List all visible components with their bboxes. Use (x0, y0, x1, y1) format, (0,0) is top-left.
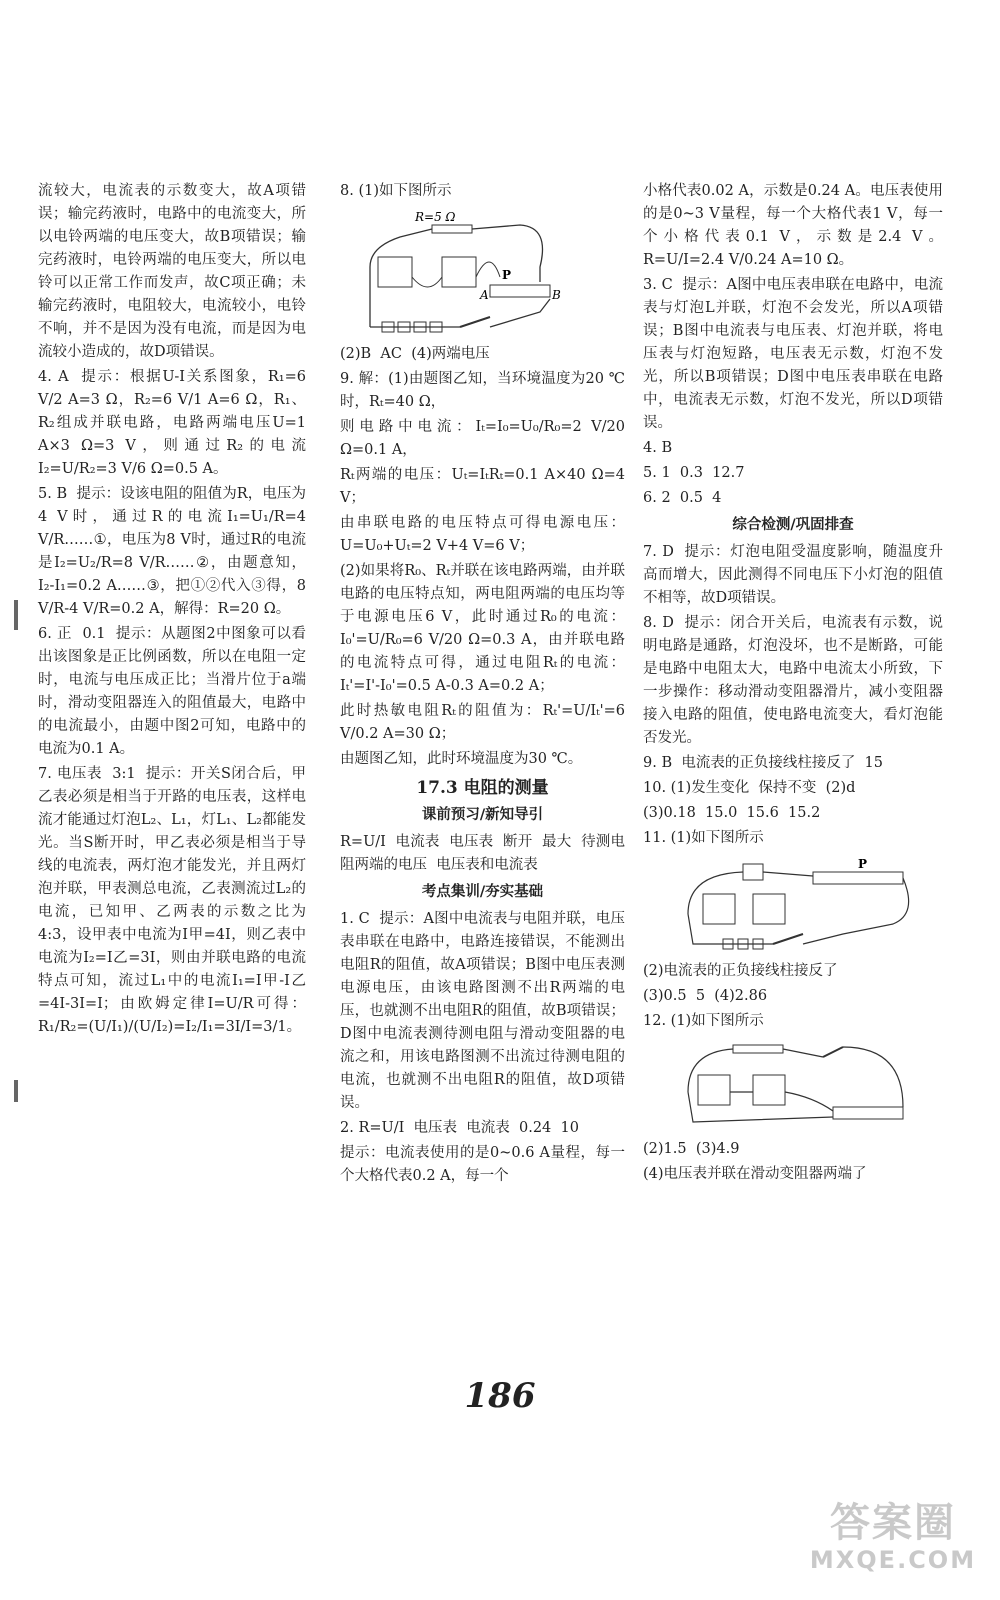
answer-11-tail: (2)电流表的正负接线柱接反了 (643, 963, 838, 979)
resistor-label: R=5 Ω (415, 210, 456, 224)
circuit-diagram-q12 (683, 1037, 923, 1132)
answer-9-line: 9. 解：(1)由题图乙知，当环境温度为20 ℃时，Rₜ=40 Ω， (340, 371, 625, 410)
column-right (643, 180, 943, 1188)
column-left (38, 180, 311, 1041)
answer-9-line: 此时热敏电阻Rₜ的阻值为：Rₜ'=U/Iₜ'=6 V/0.2 A=30 Ω； (340, 703, 630, 742)
column-middle (340, 180, 630, 1190)
answer-4: 4. B (643, 440, 673, 456)
answer-10a: 10. (1)发生变化 保持不变 (2)d (643, 780, 856, 796)
answer-k2: 2. R=U/I 电压表 电流表 0.24 10 (340, 1120, 579, 1136)
answer-3: 3. C 提示：A图中电压表串联在电路中，电流表与灯泡L并联，灯泡不会发光，所以A项错误；B图中电流表与电压表、灯泡并联，将电压表与灯泡短路，电压表无示数，灯泡不发光，所以B项错误；D图中电压表串联在电路中，电流表无示数，灯泡不发光，所以D项错误。 (643, 277, 943, 431)
comprehensive-heading: 综合检测/巩固排查 (732, 517, 854, 533)
answer-7: 7. D 提示：灯泡电阻受温度影响，随温度升高而增大，因此测得不同电压下小灯泡的阻值不相等，故D项错误。 (643, 544, 943, 606)
circuit-diagram-q11 (683, 854, 923, 954)
watermark-text: 答案圈 (830, 1500, 956, 1546)
answer-9-line: Rₜ两端的电压：Uₜ=IₜRₜ=0.1 A×40 Ω=4 V； (340, 467, 630, 506)
answer-9-line: 由题图乙知，此时环境温度为30 ℃。 (340, 751, 583, 767)
section-title: 17.3 电阻的测量 (416, 778, 549, 798)
kaodian-heading: 考点集训/夯实基础 (421, 884, 544, 900)
answer-6: 6. 2 0.5 4 (643, 490, 722, 506)
answer-11-head: 11. (1)如下图所示 (643, 830, 764, 846)
answer-10b: (3)0.18 15.0 15.6 15.2 (643, 805, 821, 821)
answer-8-tail: (2)B AC (4)两端电压 (340, 346, 490, 362)
answer-7: 7. 电压表 3:1 提示：开关S闭合后，甲乙表必须是相当于开路的电压表，这样电流才能通过灯泡L₂、L₁，灯L₁、L₂都能发光。当S断开时，甲乙表必须是相当于导线的电流表，两灯泡才能发光，并且两灯泡并联，甲表测总电流，乙表测流过L₂的电流，已知甲、乙两表的示数之比为4:3，设甲表中电流为I甲=4I，则乙表中电流为I₂=I乙=3I，则由并联电路的电流特点可知，流过L₁中的电流I₁=I甲-I乙=4I-3I=I；由欧姆定律I=U/R可得：R₁/R₂=(U/I₁)/(U/I₂)=I₂/I₁=3I/I=3/1。 (38, 766, 306, 1035)
preview-answers: R=U/I 电流表 电压表 断开 最大 待测电阻两端的电压 电压表和电流表 (340, 834, 625, 873)
slider-label: P (858, 857, 868, 871)
answer-8: 8. D 提示：闭合开关后，电流表有示数，说明电路是通路，灯泡没坏，也不是断路，可能是电路中电阻太大，电路中电流太小所致，下一步操作：移动滑动变阻器滑片，减小变阻器接入电路的阻值，使电路电流变大，看灯泡能否发光。 (643, 615, 943, 746)
answer-5: 5. B 提示：设该电阻的阻值为R，电压为4 V时，通过R的电流I₁=U₁/R=4 V/R……①，电压为8 V时，通过R的电流是I₂=U₂/R=8 V/R……②，由题意知，I₂-I₁=0.2 A……③，把①②代入③得，8 V/R-4 V/R=0.2 A，解得：R=20 Ω。 (38, 486, 311, 617)
page-number: 186 (464, 1376, 536, 1416)
edge-mark (14, 600, 18, 630)
answer-k2-hint: 提示：电流表使用的是0~0.6 A量程，每一个大格代表0.2 A，每一个 (340, 1145, 625, 1184)
answer-4: 4. A 提示：根据U-I关系图象，R₁=6 V/2 A=3 Ω，R₂=6 V/1 A=6 Ω，R₁、R₂组成并联电路，电路两端电压U=1 A×3 Ω=3 V，则通过R₂的电流I₂=U/R₂=3 V/6 Ω=0.5 A。 (38, 369, 311, 477)
terminal-a-label: A (480, 288, 489, 302)
watermark-url: MXQE.COM (809, 1546, 977, 1574)
answer-12-tail: (2)1.5 (3)4.9 (643, 1141, 740, 1157)
circuit-diagram-q8 (340, 207, 570, 337)
answer-k1: 1. C 提示：A图中电流表与电阻并联，电压表串联在电路中，电路连接错误，不能测出电阻R的阻值，故A项错误；B图中电压表测电源电压，由该电路图测不出R两端的电压，也就测不出电阻R的阻值，故B项错误；D图中电流表测待测电阻与滑动变阻器的电流之和，用该电路图测不出流过待测电阻的电流，也就测不出电阻R的阻值，故D项错误。 (340, 911, 625, 1111)
edge-mark (14, 1080, 18, 1102)
answer-9-line: 则电路中电流：Iₜ=I₀=U₀/R₀=2 V/20 Ω=0.1 A， (340, 419, 630, 458)
preview-heading: 课前预习/新知导引 (421, 807, 544, 823)
answer-k2-cont: 小格代表0.02 A，示数是0.24 A。电压表使用的是0~3 V量程，每一个大格代表1 V，每一个小格代表0.1 V，示数是2.4 V。R=U/I=2.4 V/0.24 A=10 Ω。 (643, 183, 943, 268)
watermark-logo (808, 1500, 978, 1574)
slider-label: P (502, 268, 512, 282)
answer-6: 6. 正 0.1 提示：从题图2中图象可以看出该图象是正比例函数，所以在电阻一定时，电流与电压成正比；当滑片位于a端时，滑动变阻器连入的阻值最大，电路中的电流最小，由题中图2可知，电路中的电流为0.1 A。 (38, 626, 306, 757)
answer-5: 5. 1 0.3 12.7 (643, 465, 745, 481)
answer-9-line: (2)如果将R₀、Rₜ并联在该电路两端，由并联电路的电压特点知，两电阻两端的电压均等于电源电压6 V，此时通过R₀的电流：I₀'=U/R₀=6 V/20 Ω=0.3 A，由并联电路的电流特点可得，通过电阻Rₜ的电流：Iₜ'=I'-I₀'=0.5 A-0.3 A=0.2 A； (340, 563, 625, 694)
answer-9-line: 由串联电路的电压特点可得电源电压：U=U₀+Uₜ=2 V+4 V=6 V； (340, 515, 625, 554)
answer-12-head: 12. (1)如下图所示 (643, 1013, 764, 1029)
answer-11-tail2: (3)0.5 5 (4)2.86 (643, 988, 768, 1004)
answer-paragraph: 流较大，电流表的示数变大，故A项错误；输完药液时，电路中的电流变大，所以电铃两端的电压变大，故B项错误；输完药液时，电铃两端的电压变大，所以电铃可以正常工作而发声，故C项正确；未输完药液时，电阻较大，电流较小，电铃不响，并不是因为没有电流，而是因为电流较小造成的，故D项错误。 (38, 183, 306, 360)
answer-9: 9. B 电流表的正负接线柱接反了 15 (643, 755, 883, 771)
answer-12-tail2: (4)电压表并联在滑动变阻器两端了 (643, 1166, 867, 1182)
answer-8-head: 8. (1)如下图所示 (340, 183, 452, 199)
terminal-b-label: B (552, 288, 561, 302)
